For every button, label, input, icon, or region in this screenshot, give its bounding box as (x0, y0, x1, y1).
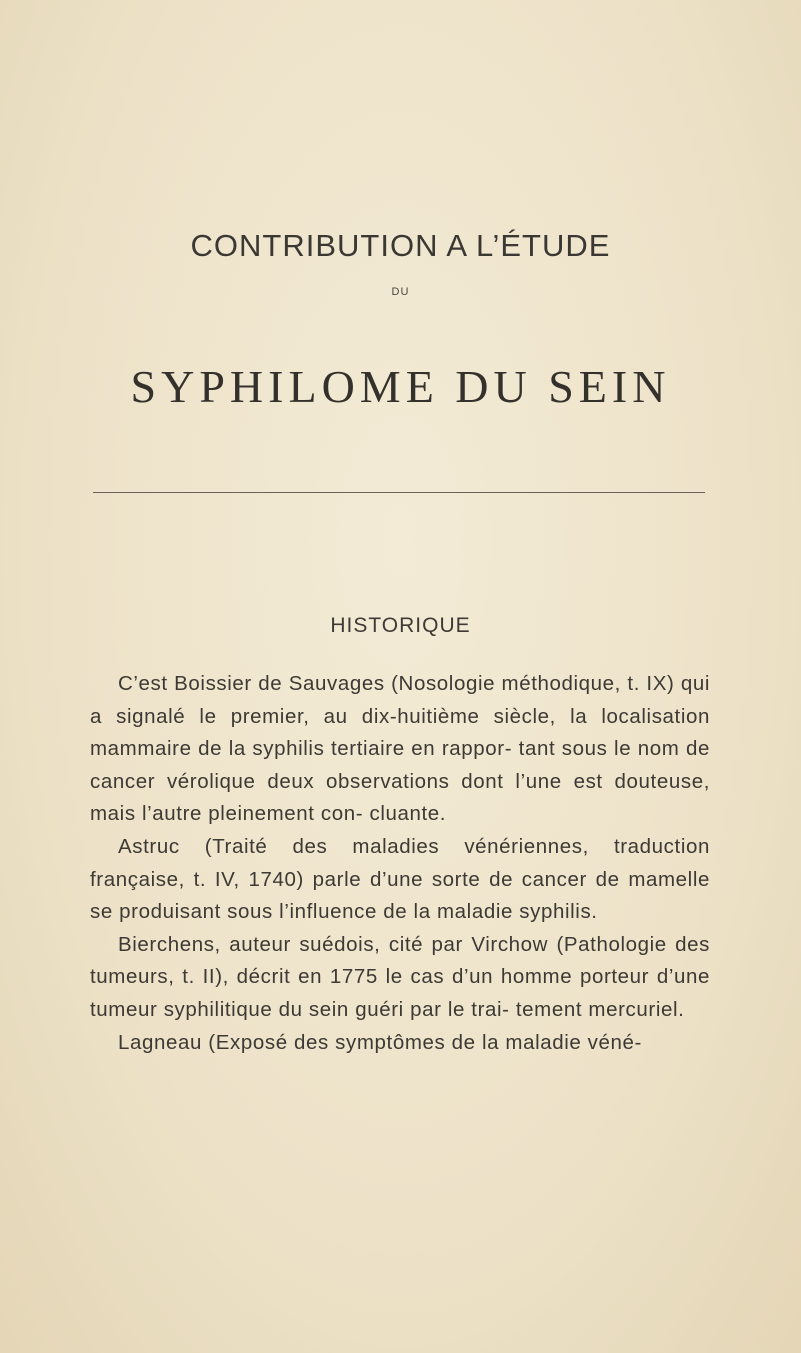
body-text (90, 668, 710, 1059)
title-line-2: SYPHILOME DU SEIN (130, 361, 671, 412)
paragraph-2: Astruc (Traité des maladies vénériennes, traduction française, t. IV, 1740) parle d’une sorte de cancer de mamelle se produisant sous l’influence de la maladie syphilis. (90, 834, 710, 924)
title-connector: DU (391, 286, 410, 298)
paragraph-3: Bierchens, auteur suédois, cité par Virchow (Pathologie des tumeurs, t. II), décrit en 1775 le cas d’un homme porteur d’une tumeur syphilitique du sein guéri par le trai- tement mercuriel. (90, 932, 710, 1021)
paragraph-1: C’est Boissier de Sauvages (Nosologie méthodique, t. IX) qui a signalé le premier, au dix-huitième siècle, la localisation mammaire de la syphilis tertiaire en rappor- tant sous le nom de cancer vérolique deux observations dont l’une est douteuse, mais l’autre pleinement con- cluante. (90, 672, 710, 826)
title-line-1: CONTRIBUTION A L’ÉTUDE (190, 228, 611, 263)
section-heading: HISTORIQUE (330, 614, 471, 637)
title-divider (93, 492, 705, 493)
paragraph-4: Lagneau (Exposé des symptômes de la maladie véné- (118, 1030, 642, 1054)
